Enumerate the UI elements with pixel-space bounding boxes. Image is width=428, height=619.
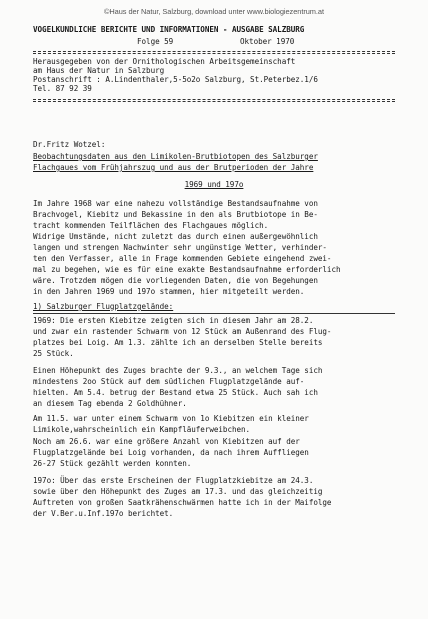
publisher-phone: Tel. 87 92 39 (33, 84, 92, 93)
section-1-line: 197o: Über das erste Erscheinen der Flugplatzkiebitze am 24.3. (33, 476, 314, 485)
section-1-line: Einen Höhepunkt des Zuges brachte der 9.3., an welchem Tage sich (33, 366, 323, 375)
publisher-line-2: am Haus der Natur in Salzburg (33, 66, 165, 75)
watermark-text: ©Haus der Natur, Salzburg, download unter www.biologiezentrum.at (104, 7, 324, 16)
intro-line: Widrige Umstände, nicht zuletzt das durch einen außergewöhnlich (33, 232, 318, 241)
section-1-heading: 1) Salzburger Flugplatzgelände: (33, 302, 174, 311)
article-title-line-2: Flachgaues vom Frühjahrszug und aus der Brutperioden der Jahre (33, 163, 314, 172)
section-1-line: Flugplatzgelände bei Loig vorhanden, da nach ihrem Auffliegen (33, 448, 309, 457)
issue-date: Oktober 1970 (240, 37, 295, 46)
article-author: Dr.Fritz Wotzel: (33, 140, 106, 149)
publisher-address: Postanschrift : A.Lindenthaler,5-5o2o Salzburg, St.Peterbez.1/6 (33, 75, 318, 84)
intro-line: langen und strengen Nachwinter sehr ungünstige Wetter, verhinder- (33, 243, 327, 252)
intro-line: wäre. Trotzdem mögen die vorliegenden Daten, die von Begehungen (33, 276, 318, 285)
section-1-line: platzes bei Loig. Am 1.3. zählte ich an derselben Stelle bereits (33, 338, 323, 347)
publisher-line-1: Herausgegeben von der Ornithologischen Arbeitsgemeinschaft (33, 57, 296, 66)
article-title-line-3: 1969 und 197o (184, 180, 244, 189)
intro-line: Brachvogel, Kiebitz und Bekassine in den als Brutbiotope in Be- (33, 210, 318, 219)
divider-top (33, 51, 395, 52)
section-1-line: 1969: Die ersten Kiebitze zeigten sich in diesem Jahr am 28.2. (33, 316, 314, 325)
divider-header-bottom (33, 99, 395, 100)
intro-line: ten den Verfasser, alle in Frage kommenden Gebiete eingehend zwei- (33, 254, 332, 263)
section-1-line: Am 11.5. war unter einem Schwarm von 1o Kiebitzen ein kleiner (33, 414, 309, 423)
issue-number: Folge 59 (137, 37, 174, 46)
section-1-line: Auftreten von großen Saatkrähenschwärmen hatte ich in der Maifolge (33, 498, 332, 507)
section-1-line: Limikole,wahrscheinlich ein Kampfläuferweibchen. (33, 425, 251, 434)
divider-top-2 (33, 53, 395, 54)
article-title-line-1: Beobachtungsdaten aus den Limikolen-Brutbiotopen des Salzburger (33, 152, 318, 161)
section-1-divider (33, 313, 395, 314)
intro-line: in den Jahren 1969 und 197o stammen, hier mitgeteilt werden. (33, 287, 305, 296)
newsletter-title: VOGELKUNDLICHE BERICHTE UND INFORMATIONEN - AUSGABE SALZBURG (33, 25, 305, 34)
section-1-line: der V.Ber.u.Inf.197o berichtet. (33, 509, 174, 518)
section-1-line: und zwar ein rastender Schwarm von 12 Stück am Außenrand des Flug- (33, 327, 332, 336)
section-1-line: sowie über den Höhepunkt des Zuges am 17.3. und das gleichzeitig (33, 487, 323, 496)
section-1-line: mindestens 2oo Stück auf dem südlichen Flugplatzgelände auf- (33, 377, 305, 386)
section-1-line: 26-27 Stück gezählt werden konnten. (33, 459, 192, 468)
section-1-line: hielten. Am 5.4. betrug der Bestand etwa 25 Stück. Auch sah ich (33, 388, 318, 397)
section-1-line: an diesem Tag ebenda 2 Goldhühner. (33, 399, 187, 408)
intro-line: tracht kommenden Teilflächen des Flachgaues möglich. (33, 221, 269, 230)
section-1-line: 25 Stück. (33, 349, 74, 358)
intro-line: mal zu begehen, wie es für eine exakte Bestandsaufnahme erforderlich (33, 265, 341, 274)
divider-header-bottom-2 (33, 101, 395, 102)
intro-line: Im Jahre 1968 war eine nahezu vollständige Bestandsaufnahme von (33, 199, 318, 208)
section-1-line: Noch am 26.6. war eine größere Anzahl von Kiebitzen auf der (33, 437, 300, 446)
